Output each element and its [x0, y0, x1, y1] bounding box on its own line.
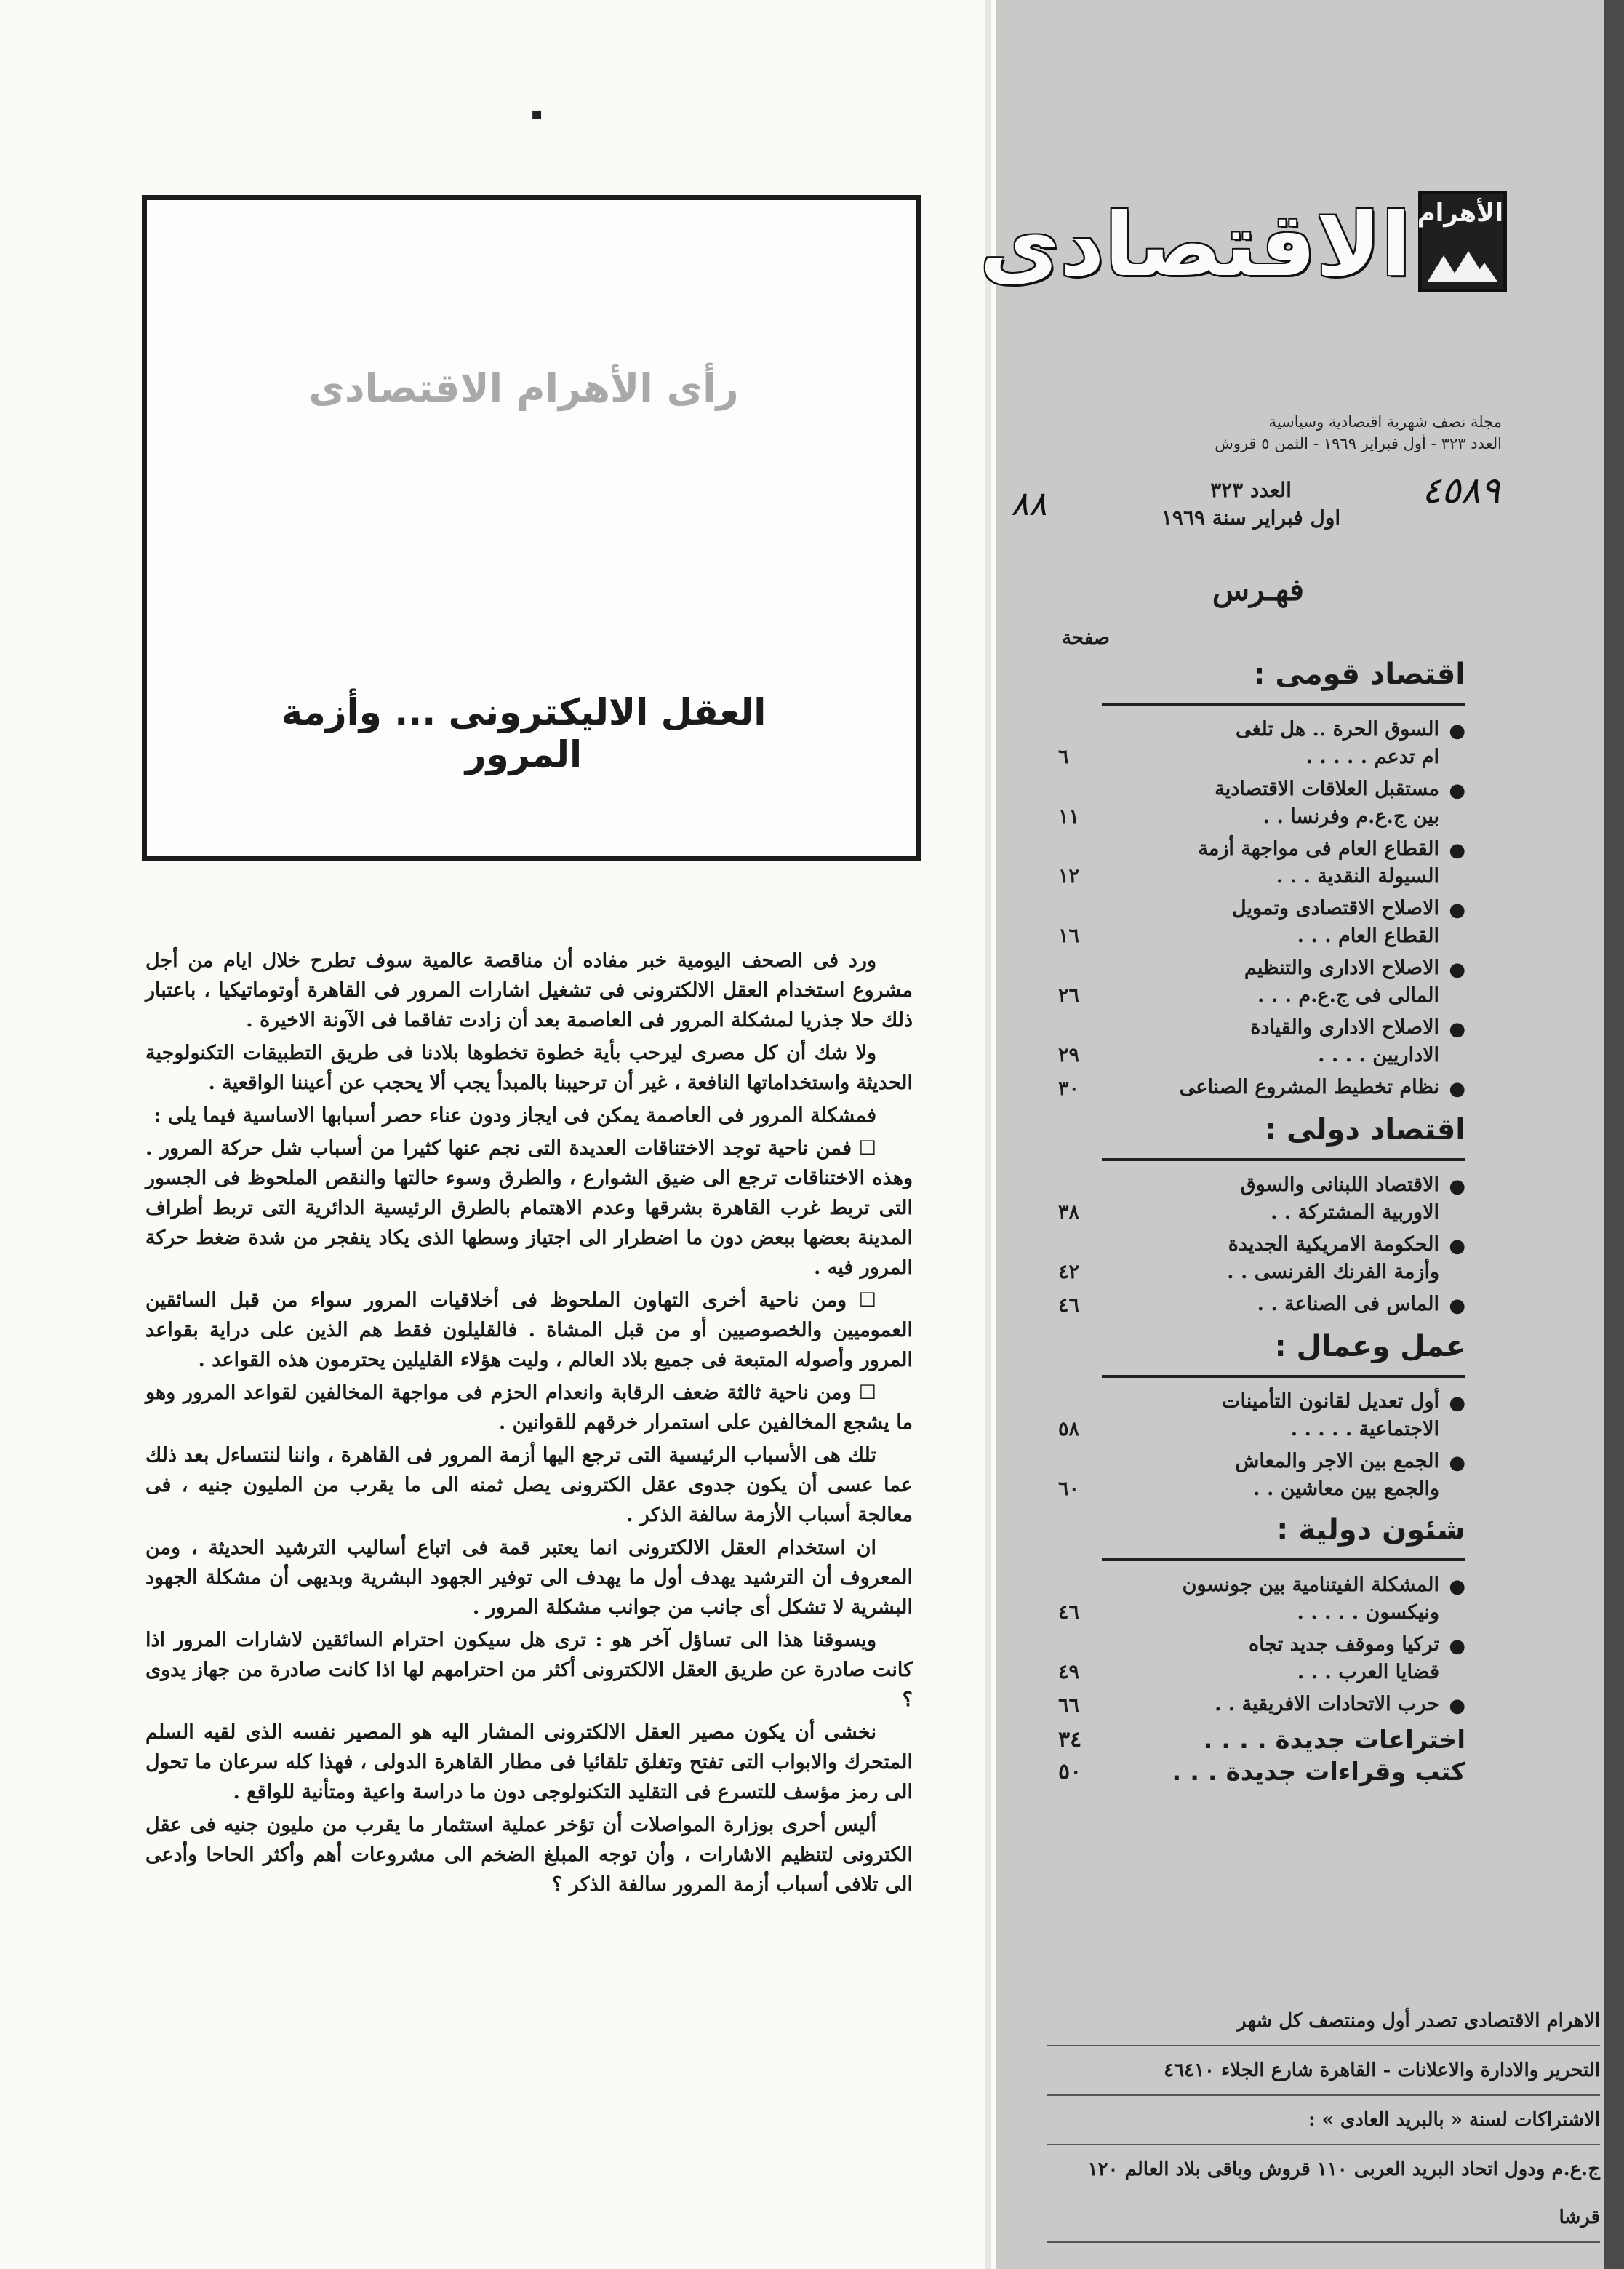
article-paragraph: ☐ ومن ناحية ثالثة ضعف الرقابة وانعدام الحزم فى مواجهة المخالفين لقواعد المرور وهو ما يشجع المخالفين على استمرار خرقهم للقوانين . [145, 1378, 913, 1437]
page-column-label: صفحة [1062, 627, 1110, 649]
bullet-icon: ● [1449, 1078, 1465, 1100]
toc-item [1058, 1448, 1465, 1503]
toc-item-title: أول تعديل لقانون التأمينات الاجتماعية . . . . . [1222, 1390, 1439, 1440]
bullet-icon: ● [1449, 1452, 1465, 1474]
toc-item-title: اختراعات جديدة . . . . [1203, 1726, 1465, 1755]
toc-item-page: ١١ [1058, 805, 1080, 828]
article-paragraph: فمشكلة المرور فى العاصمة يمكن فى ايجاز ودون عناء حصر أسبابها الاساسية فيما يلى : [153, 1104, 876, 1127]
publication-info-line4: ج.ع.م ودول اتحاد البريد العربى ١١٠ قروش وباقى بلاد العالم ١٢٠ قرشا [1047, 2145, 1600, 2243]
toc-item-page: ٣٤ [1058, 1727, 1082, 1752]
toc-item [1058, 1631, 1465, 1686]
toc-item-page: ٤٩ [1058, 1661, 1080, 1683]
column-divider [985, 0, 991, 2269]
bullet-icon: ● [1449, 1295, 1465, 1317]
toc-item-title: المشكلة الفيتنامية بين جونسون ونيكسون . . . . . [1182, 1574, 1439, 1624]
masthead-subtitle-line2: العدد ٣٢٣ - أول فبراير ١٩٦٩ - الثمن ٥ قروش [1215, 435, 1502, 452]
section-title: رأى الأهرام الاقتصادى [308, 365, 739, 411]
article-paragraph: ويسوقنا هذا الى تساؤل آخر هو : ترى هل سيكون احترام السائقين لاشارات المرور اذا كانت صادرة عن طريق العقل الالكترونى أكثر من احترامهم لها اذا كانت صادرة من جهاز يدوى ؟ [145, 1629, 913, 1711]
toc-item [1058, 716, 1465, 771]
masthead-subtitle [1098, 411, 1502, 455]
bullet-icon: ● [1449, 780, 1465, 802]
bullet-icon: ● [1449, 1576, 1465, 1598]
toc-item-page: ٦٠ [1058, 1478, 1080, 1500]
bullet-icon: ● [1449, 1176, 1465, 1197]
toc-item [1058, 1231, 1465, 1286]
toc-item-title: كتب وقراءات جديدة . . . [1172, 1758, 1465, 1787]
masthead-subtitle-line1: مجلة نصف شهرية اقتصادية وسياسية [1268, 413, 1502, 431]
toc-item-title: القطاع العام فى مواجهة أزمة السيولة النقدية . . . [1198, 837, 1439, 888]
toc-item-title: مستقبل العلاقات الاقتصادية بين ج.ع.م وفرنسا . . [1215, 778, 1439, 828]
toc-item-page: ٥٠ [1058, 1759, 1082, 1785]
toc-item [1058, 1691, 1465, 1720]
handwritten-note-left: ٨٨ [1011, 484, 1047, 523]
issue-date: اول فبراير سنة ١٩٦٩ [1161, 506, 1341, 530]
toc-extra-item [1058, 1724, 1465, 1756]
article-title: العقل الاليكترونى ... وأزمة المرور [281, 691, 767, 775]
article-paragraph: ولا شك أن كل مصرى ليرحب بأية خطوة تخطوها بلادنا فى طريق التطبيقات التكنولوجية الحديثة واستخداماتها النافعة ، غير أن ترحيبنا بالمبدأ يجب ألا يحجب عن أعيننا الواقعية . [145, 1042, 913, 1094]
toc-item-title: حرب الاتحادات الافريقية . . [1215, 1693, 1439, 1715]
bullet-icon: ● [1449, 1695, 1465, 1717]
toc-divider [1102, 1558, 1465, 1561]
bullet-icon: ● [1449, 1392, 1465, 1414]
toc-item [1058, 775, 1465, 831]
table-of-contents [1058, 647, 1465, 1788]
toc-item [1058, 895, 1465, 950]
page-edge-shadow [1604, 0, 1624, 2269]
article-body [145, 946, 913, 1902]
bullet-icon: ● [1449, 1018, 1465, 1040]
bullet-icon: ● [1449, 840, 1465, 861]
toc-item-page: ٥٨ [1058, 1418, 1080, 1440]
toc-item-page: ٤٢ [1058, 1261, 1080, 1283]
toc-item-title: الجمع بين الاجر والمعاش والجمع بين معاشين . . [1235, 1450, 1439, 1500]
article-paragraph: ورد فى الصحف اليومية خبر مفاده أن مناقصة عالمية سوف تطرح خلال ايام من أجل مشروع استخدام العقل الالكترونى فى تشغيل اشارات المرور فى القاهرة أوتوماتيكيا ، باعتبار ذلك حلا جذريا لمشكلة المرور فى العاصمة بعد أن زادت تفاقما فى الآونة الاخيرة . [145, 949, 913, 1032]
toc-item-page: ١٢ [1058, 865, 1080, 888]
toc-section-heading: اقتصاد دولى : [1265, 1113, 1465, 1147]
toc-item [1058, 1074, 1465, 1103]
toc-item-page: ٤٦ [1058, 1601, 1080, 1624]
bullet-icon: ● [1449, 1635, 1465, 1657]
toc-extra-item [1058, 1756, 1465, 1788]
issue-number: العدد ٣٢٣ [1210, 478, 1292, 502]
toc-item-title: السوق الحرة .. هل تلغى ام تدعم . . . . . [1236, 718, 1439, 768]
publication-info-line2: التحرير والادارة والاعلانات - القاهرة شارع الجلاء ٤٦٤١٠ [1047, 2046, 1600, 2096]
article-paragraph: ☐ فمن ناحية توجد الاختناقات العديدة التى نجم عنها كثيرا من أسباب شل حركة المرور . وهذه الاختناقات ترجع الى ضيق الشوارع ، والطرق وسوء حالتها والنقص الملحوظ فى الجسور التى تربط غرب القاهرة بشرقها وعدم الاهتمام بالطرق الرئيسية الدائرية التى تربط أطراف المدينة بعضها ببعض دون ما اضطرار الى اجتياز وسطها الذى يكاد ينفجر من شدة ضغط حركة المرور فيه . [145, 1133, 913, 1283]
article-paragraph: ان استخدام العقل الالكترونى انما يعتبر قمة فى اتباع أساليب الترشيد الحديثة ، ومن المعروف أن الترشيد يهدف أول ما يهدف الى توفير الجهود البشرية وبديهى أن مشكلة الجهود البشرية لا تشكل أى جانب من جوانب مشكلة المرور . [145, 1536, 913, 1619]
toc-item-page: ٤٦ [1058, 1294, 1080, 1317]
toc-item-title: تركيا وموقف جديد تجاه قضايا العرب . . . [1248, 1633, 1439, 1683]
toc-item-page: ٣٠ [1058, 1077, 1080, 1100]
article-paragraph: أليس أحرى بوزارة المواصلات أن تؤخر عملية استثمار ما يقرب من مليون جنيه فى عقل الكترونى لتنظيم الاشارات ، وأن توجه المبلغ الضخم الى مشروعات أهم وأكثر الحاحا وأدعى الى تلافى أسباب أزمة المرور سالفة الذكر ؟ [145, 1814, 913, 1896]
margin-mark: ▪ [531, 103, 543, 124]
toc-item [1058, 835, 1465, 890]
toc-divider [1102, 1158, 1465, 1161]
toc-item [1058, 1571, 1465, 1627]
toc-item-title: الاصلاح الاقتصادى وتمويل القطاع العام . . . [1232, 897, 1439, 947]
toc-item [1058, 1014, 1465, 1069]
toc-divider [1102, 1375, 1465, 1378]
toc-item [1058, 1291, 1465, 1320]
toc-item [1058, 1171, 1465, 1227]
toc-item-page: ٦٦ [1058, 1694, 1080, 1717]
toc-section-heading: اقتصاد قومى : [1253, 658, 1465, 691]
toc-item-page: ٢٩ [1058, 1044, 1080, 1066]
toc-section-heading: شئون دولية : [1276, 1513, 1465, 1547]
issue-info [1135, 476, 1367, 532]
toc-section-heading: عمل وعمال : [1274, 1330, 1465, 1363]
toc-item-title: الماس فى الصناعة . . [1257, 1293, 1439, 1315]
bullet-icon: ● [1449, 1235, 1465, 1257]
ahram-logo [1418, 191, 1507, 292]
toc-item-title: الاقتصاد اللبنانى والسوق الاوربية المشتركة . . [1240, 1173, 1439, 1224]
toc-item-page: ٣٨ [1058, 1201, 1080, 1224]
toc-item-page: ٢٦ [1058, 984, 1080, 1007]
bullet-icon: ● [1449, 720, 1465, 742]
masthead-title: الاقتصادى [980, 195, 1411, 296]
toc-item [1058, 1388, 1465, 1443]
handwritten-note-right: ٤٥٨٩ [1422, 469, 1500, 511]
toc-item-page: ٦ [1058, 746, 1069, 768]
publication-info [1047, 1997, 1600, 2243]
article-paragraph: تلك هى الأسباب الرئيسية التى ترجع اليها أزمة المرور فى القاهرة ، واننا لنتساءل بعد ذلك عما عسى أن يكون جدوى عقل الكترونى يصل ثمنه الى ما يقرب من المليون جنيه ، فى معالجة أسباب الأزمة سالفة الذكر . [145, 1444, 913, 1526]
article-paragraph: نخشى أن يكون مصير العقل الالكترونى المشار اليه هو المصير نفسه الذى لقيه السلم المتحرك والابواب التى تفتح وتغلق تلقائيا فى مطار القاهرة الدولى ، فهذا كله سرعان ما تحول الى رمز مؤسف للتسرع فى التقليد التكنولوجى دون ما دراسة واعية ومتأنية للواقع . [145, 1721, 913, 1803]
toc-item-title: الاصلاح الادارى والتنظيم المالى فى ج.ع.م . . . [1244, 957, 1439, 1007]
index-title: فهـرس [1212, 572, 1305, 607]
toc-item-title: نظام تخطيط المشروع الصناعى [1179, 1076, 1439, 1098]
toc-item-title: الحكومة الامريكية الجديدة وأزمة الفرنك الفرنسى . . [1227, 1233, 1439, 1283]
bullet-icon: ● [1449, 899, 1465, 921]
toc-item-title: الاصلاح الادارى والقيادة الاداريين . . . . [1250, 1016, 1439, 1066]
publication-info-line1: الاهرام الاقتصادى تصدر أول ومنتصف كل شهر [1047, 1997, 1600, 2046]
toc-item-page: ١٦ [1058, 925, 1080, 947]
bullet-icon: ● [1449, 959, 1465, 981]
publication-info-line3: الاشتراكات لسنة « بالبريد العادى » : [1047, 2096, 1600, 2145]
toc-divider [1102, 703, 1465, 706]
logo-text: الأهرام [1417, 199, 1503, 228]
toc-item [1058, 954, 1465, 1010]
article-paragraph: ☐ ومن ناحية أخرى التهاون الملحوظ فى أخلاقيات المرور سواء من قبل السائقين العموميين والخصوصيين أو من قبل المشاة . فالقليلون فقط هم الذين على دراية بقواعد المرور وأصوله المتبعة فى جميع بلاد العالم ، وليت هؤلاء القليلين يحترمون هذه القواعد . [145, 1285, 913, 1375]
pyramids-icon [1428, 248, 1497, 282]
